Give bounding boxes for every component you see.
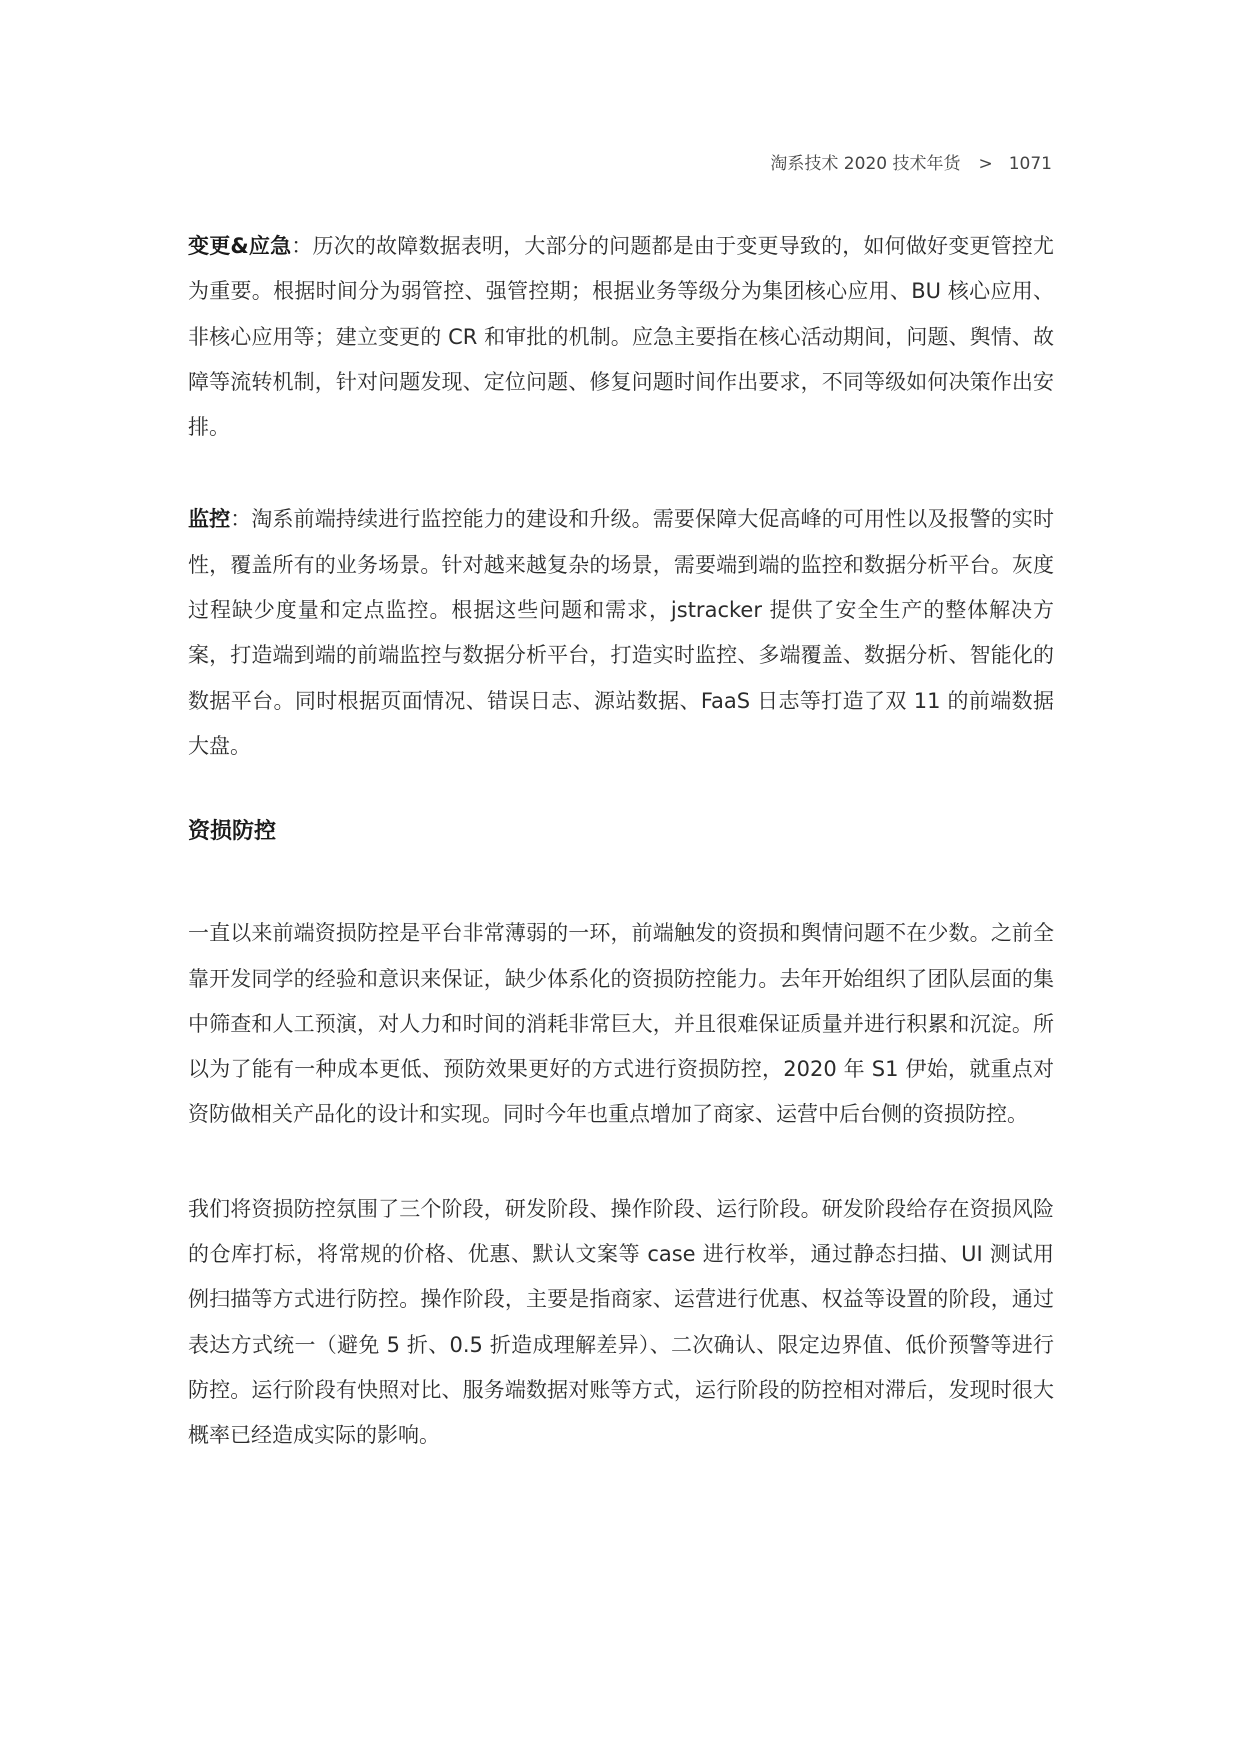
paragraph-monitoring xyxy=(188,497,1054,769)
paragraph-loss-prevention-intro: 一直以来前端资损防控是平台非常薄弱的一环，前端触发的资损和舆情问题不在少数。之前全靠开发同学的经验和意识来保证，缺少体系化的资损防控能力。去年开始组织了团队层面的集中筛查和人工预演，对人力和时间的消耗非常巨大，并且很难保证质量并进行积累和沉淀。所以为了能有一种成本更低、预防效果更好的方式进行资损防控，2020 年 S1 伊始，就重点对资防做相关产品化的设计和实现。同时今年也重点增加了商家、运营中后台侧的资损防控。 xyxy=(188,921,1054,1127)
section-title-loss-prevention: 资损防控 xyxy=(188,819,277,845)
paragraph-change-emergency xyxy=(188,224,1054,450)
paragraph-lead-monitoring: 监控 xyxy=(188,507,231,532)
paragraph-lead-change-emergency: 变更&应急 xyxy=(188,234,292,258)
book-title: 淘系技术 2020 技术年货 xyxy=(770,154,961,174)
page-header xyxy=(770,150,1052,178)
paragraph-text-change-emergency: 历次的故障数据表明，大部分的问题都是由于变更导致的，如何做好变更管控尤为重要。根据时间分为弱管控、强管控期；根据业务等级分为集团核心应用、BU 核心应用、非核心应用等；建立变更的 CR 和审批的机制。应急主要指在核心活动期间，问题、舆情、故障等流转机制，针对问题发现、定位问题、修复问题时间作出要求，不同等级如何决策作出安排。 xyxy=(188,234,1055,440)
page-number: 1071 xyxy=(1008,154,1052,174)
paragraph-loss-prevention-stages: 我们将资损防控氛围了三个阶段，研发阶段、操作阶段、运行阶段。研发阶段给存在资损风险的仓库打标，将常规的价格、优惠、默认文案等 case 进行枚举，通过静态扫描、UI 测试用例扫描等方式进行防控。操作阶段，主要是指商家、运营进行优惠、权益等设置的阶段，通过表达方式统一（避免 5 折、0.5 折造成理解差异）、二次确认、限定边界值、低价预警等进行防控。运行阶段有快照对比、服务端数据对账等方式，运行阶段的防控相对滞后，发现时很大概率已经造成实际的影响。 xyxy=(188,1196,1054,1448)
lead-colon: ： xyxy=(291,234,313,258)
paragraph-text-monitoring: 淘系前端持续进行监控能力的建设和升级。需要保障大促高峰的可用性以及报警的实时性，覆盖所有的业务场景。针对越来越复杂的场景，需要端到端的监控和数据分析平台。灰度过程缺少度量和定点监控。根据这些问题和需求，jstracker 提供了安全生产的整体解决方案，打造端到端的前端监控与数据分析平台，打造实时监控、多端覆盖、数据分析、智能化的数据平台。同时根据页面情况、错误日志、源站数据、FaaS 日志等打造了双 11 的前端数据大盘。 xyxy=(188,507,1054,758)
page-content xyxy=(188,224,1054,1459)
header-separator: > xyxy=(978,154,993,174)
lead-colon: ： xyxy=(230,507,252,532)
